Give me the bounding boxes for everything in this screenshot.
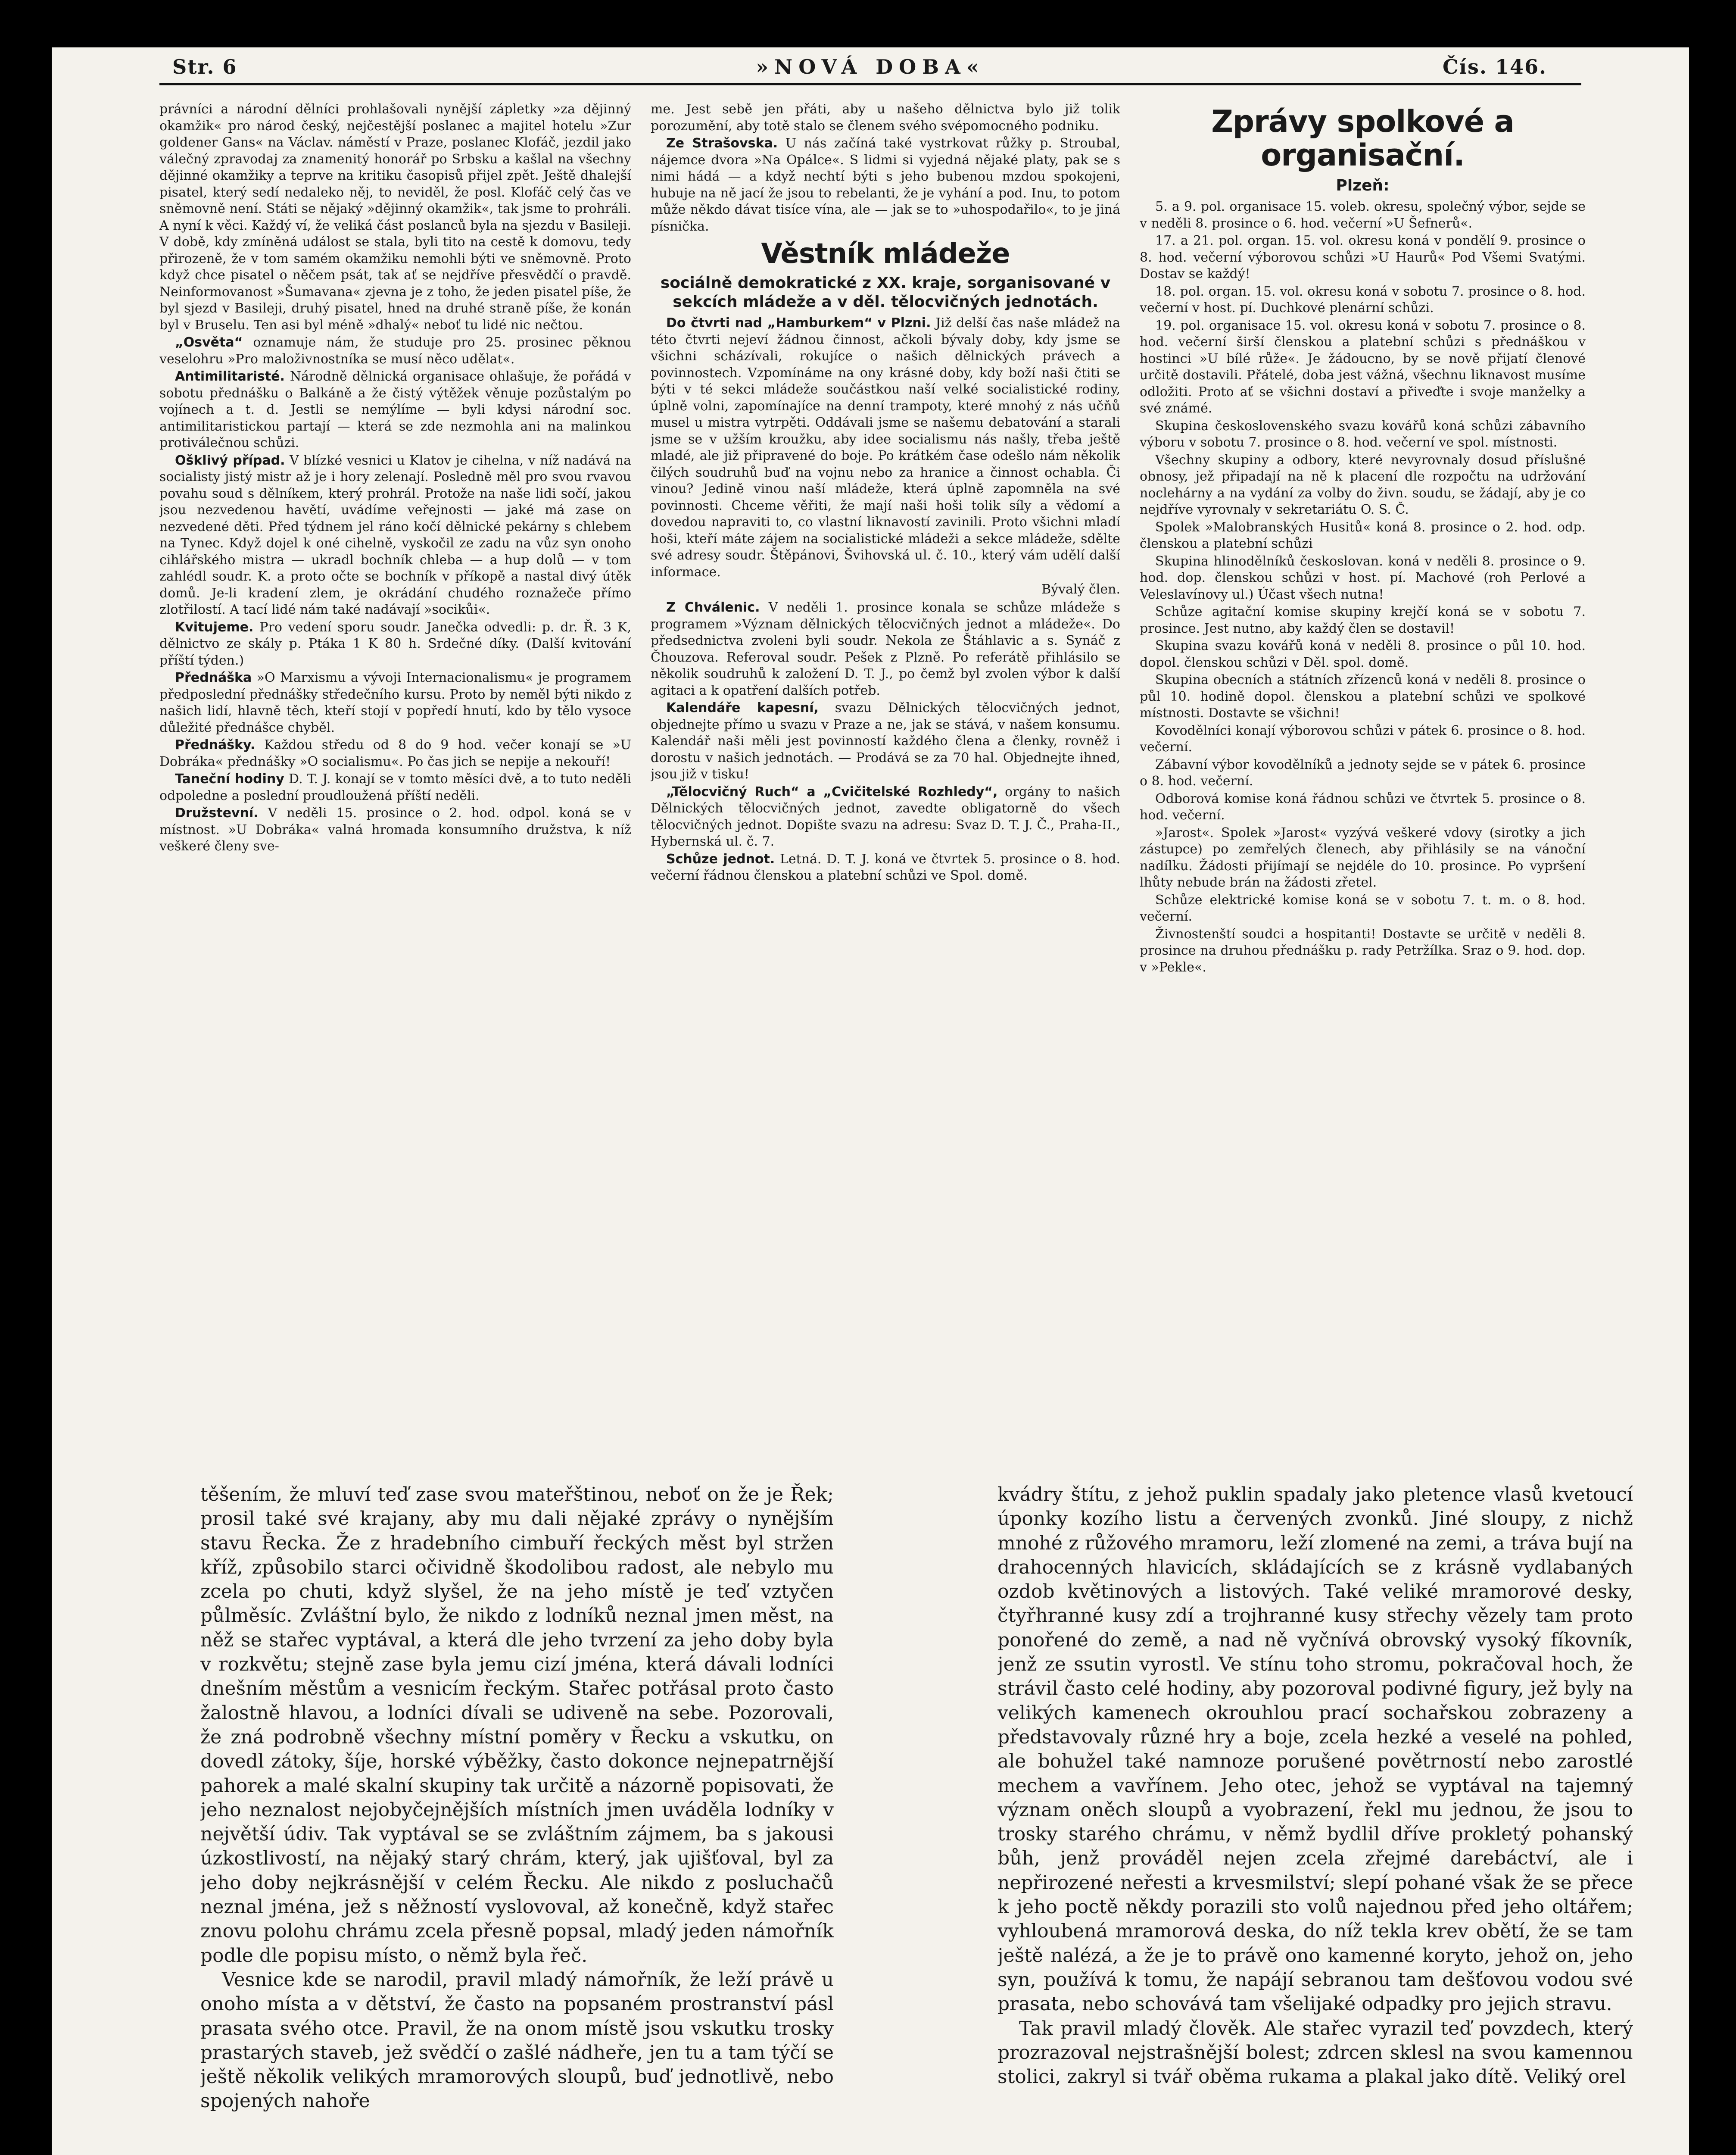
article-paragraph bbox=[159, 737, 631, 770]
article-paragraph: me. Jest sebě jen přáti, aby u našeho dělnictva bylo již tolik porozumění, aby totě stalo se členem svého svépomocného podniku. bbox=[651, 102, 1120, 134]
article-paragraph bbox=[651, 784, 1120, 850]
article-text: svazu Dělnických tělocvičných jednot, objednejte přímo u svazu v Praze a ne, jak se stává, v našem konsumu. Kalendář naši měli jest povinností každého člena a členky, rovněž i dorostu v našich jednotách. — Prodává se za 70 hal. Objednejte ihned, jsou již v tisku! bbox=[651, 700, 1120, 782]
notice-item: Skupina svazu kovářů koná v neděli 8. prosince o půl 10. hod. dopol. členskou schůzi v Děl. spol. domě. bbox=[1140, 638, 1586, 670]
article-text: »O Marxismu a vývoji Internacionalismu« je programem předposlední přednášky středečního kursu. Proto by neměl býti nikdo z našich lidí, hlavně těch, kteří stojí v popředí hnutí, kdo by tělo vysoce důležité přednášce chyběl. bbox=[159, 670, 631, 735]
article-paragraph bbox=[651, 600, 1120, 699]
article-keyword: Přednášky. bbox=[175, 737, 256, 753]
notice-item: Schůze elektrické komise koná se v sobotu 7. t. m. o 8. hod. večerní. bbox=[1140, 892, 1586, 924]
notice-item: 18. pol. organ. 15. vol. okresu koná v sobotu 7. prosince o 8. hod. večerní v host. pí. Duchkové plenární schůzi. bbox=[1140, 284, 1586, 315]
article-text: V blízké vesnici u Klatov je cihelna, v níž nadává na socialisty jistý mistr až je i hory zelenají. Posledně měl pro svou rvavou povahu soud s dělníkem, který prohrál. Protože na naše lidi sočí, jakou jsou nezvedenou havětí, uvádíme veřejnosti — jaké má zase on nezvedené děti. Před týdnem jel ráno kočí dělnické pekárny s chlebem na Tynec. Když dojel k oné cihelně, vyskočil ze zadu na vůz syn onoho cihlářského mistra — ukradl bochník chleba — a hup dolů — v tom zahlédl soudr. K. a proto očte se bochník v příkopě a nastal divý útěk domů. Je-li kradení zlem, je okrádání chudého roznažeče přímo zlotřilostí. A tací lidé nám také nadávají »socikůi«. bbox=[159, 453, 631, 617]
header-rule bbox=[159, 83, 1581, 85]
article-keyword: Ze Strašovska. bbox=[666, 136, 778, 151]
article-keyword: „Tělocvičný Ruch“ a „Cvičitelské Rozhledy“, bbox=[666, 784, 998, 800]
notice-item: »Jarost«. Spolek »Jarost« vyzývá veškeré vdovy (sirotky a jich zástupce) po zemřelých členech, aby přihlásily se na vánoční nadílku. Žádosti přijímají se nejdéle do 10. prosince. Po vypršení lhůty nebude brán na žádosti zřetel. bbox=[1140, 825, 1586, 890]
place-heading: Plzeň: bbox=[1336, 177, 1390, 194]
section-heading-clubs: Zprávy spolkové a organisační. bbox=[1211, 104, 1514, 173]
page-number: Str. 6 bbox=[172, 55, 237, 78]
article-paragraph bbox=[159, 771, 631, 804]
feuilleton-left-column bbox=[200, 1483, 834, 2155]
article-paragraph: právníci a národní dělníci prohlašovali nynější zápletky »za dějinný okamžik« pro národ český, nejčestější poslanec a majitel hotelu »Zur goldener Gans« na Václav. náměstí v Praze, poslanec Klofáč, jezdil jako válečný zpravodaj za znamenitý honorář po Srbsku a kašlal na všechny dějinné okamžiky a teprve na kritiku časopisů přijel zpět. Ještě dhalejší pisatel, který sedí nedaleko něj, to neviděl, že posl. Klofáč celý čas ve sněmovně není. Státi se nějaký »dějinný okamžik«, tak jsme to prohráli. A nyní k věci. Každý ví, že veliká část poslanců byla na sjezdu v Basileji. V době, kdy zmíněná událost se stala, byli tito na cestě k domovu, tedy přirozeně, že v tom samém okamžiku nemohli býti ve sněmovně. Proto když chce pisatel o něčem psát, tak ať se nejdříve přesvědčí o pravdě. Neinformovanost »Šumavana« zjevna je z toho, že jeden pisatel píše, že byl sjezd v Basileji, druhý pisatel, hned na druhé straně píše, že konán byl v Bruselu. Ten asi byl méně »dhalý« neboť tu lidé nic nečtou. bbox=[159, 102, 631, 333]
article-keyword: Přednáška bbox=[175, 670, 252, 685]
article-keyword: Družstevní. bbox=[175, 806, 259, 821]
article-keyword: „Osvěta“ bbox=[175, 335, 243, 350]
article-text: V neděli 1. prosince konala se schůze mládeže s programem »Význam dělnických tělocvičných jednot a mládeže«. Do předsednictva zvoleni byli soudr. Nekola ze Štáhlavic a s. Synáč z Čhouzova. Referoval soudr. Pešek z Plzně. Po referátě přihlásilo se několik soudruhů k založení D. T. J., po čemž byl zvolen výbor k další agitaci a k opatření dalších potřeb. bbox=[651, 600, 1120, 698]
article-text: Národně dělnická organisace ohlašuje, že pořádá v sobotu přednášku o Balkáně a že čistý výtěžek věnuje pozůstalým po vojínech a t. d. Jestli se nemýlíme — byli kdysi národní soc. antimilitaristickou partají — která se zde nezmohla ani na malinkou protiválečnou schůzi. bbox=[159, 369, 631, 450]
notice-item: Odborová komise koná řádnou schůzi ve čtvrtek 5. prosince o 8. hod. večerní. bbox=[1140, 791, 1586, 823]
feuilleton-right-column bbox=[997, 1483, 1633, 2155]
article-keyword: Kvitujeme. bbox=[175, 619, 254, 635]
section-subheading: sociálně demokratické z XX. kraje, sorganisované v sekcích mládeže a v děl. tělocvičných jednotách. bbox=[660, 274, 1111, 311]
article-keyword: Do čtvrti nad „Hamburkem“ v Plzni. bbox=[666, 315, 931, 331]
article-paragraph bbox=[651, 700, 1120, 783]
article-text: D. T. J. konají se v tomto měsíci dvě, a to tuto neděli odpoledne a poslední proudloužená příští neděli. bbox=[159, 771, 631, 803]
notice-item: Skupina hlinodělníků českoslovan. koná v neděli 8. prosince o 9. hod. dop. členskou schůzi v host. pí. Machové (roh Perlové a Veleslavínovy ul.) Účast všech nutna! bbox=[1140, 553, 1586, 602]
feuilleton-paragraph: Tak pravil mladý člověk. Ale stařec vyrazil teď povzdech, který prozrazoval nejstrašnější bolest; zdrcen sklesl na svou kamennou stolici, zakryl si tvář oběma rukama a plakal jako dítě. Veliký orel bbox=[997, 2017, 1633, 2088]
article-paragraph bbox=[159, 369, 631, 452]
section-heading-youth: Věstník mládeže bbox=[761, 238, 1010, 270]
article-paragraph bbox=[159, 619, 631, 669]
notice-item: Spolek »Malobranských Husitů« koná 8. prosince o 2. hod. odp. členskou a platební schůzi bbox=[1140, 519, 1586, 551]
notice-item: 19. pol. organisace 15. vol. okresu koná v sobotu 7. prosince o 8. hod. večerní širší členskou a platební schůzi s přednáškou v hostinci »U bílé růže«. Je žádoucno, by se nově přijatí členové určitě dostavili. Přátelé, doba jest vážná, všechnu liknavost musíme odložiti. Proto ať se všichni dostaví a přiveďte i svoje manželky a své známé. bbox=[1140, 318, 1586, 416]
article-signature: Bývalý člen. bbox=[1041, 582, 1120, 597]
article-keyword: Taneční hodiny bbox=[175, 771, 284, 787]
article-text: Letná. D. T. J. koná ve čtvrtek 5. prosince o 8. hod. večerní řádnou členskou a platební schůzi ve Spol. domě. bbox=[651, 851, 1120, 883]
article-text: oznamuje nám, že studuje pro 25. prosinec pěknou veselohru »Pro maloživnostníka se musí něco udělat«. bbox=[159, 335, 631, 367]
article-keyword: Z Chválenic. bbox=[666, 600, 760, 615]
notice-item: Zábavní výbor kovodělníků a jednoty sejde se v pátek 6. prosince o 8. hod. večerní. bbox=[1140, 757, 1586, 789]
notice-item: 17. a 21. pol. organ. 15. vol. okresu koná v pondělí 9. prosince o 8. hod. večerní výborovou schůzi »U Haurů« Pod Všemi Svatými. Dostav se každý! bbox=[1140, 233, 1586, 281]
notice-item: Skupina obecních a státních zřízenců koná v neděli 8. prosince o půl 10. hodině dopol. členskou a platební schůzi ve spolkové místnosti. Dostavte se všichni! bbox=[1140, 672, 1586, 721]
notice-item: Živnostenští soudci a hospitanti! Dostavte se určitě v neděli 8. prosince na druhou přednášku p. rady Petržílka. Sraz o 9. hod. dop. v »Pekle«. bbox=[1140, 926, 1586, 975]
article-keyword: Ošklivý případ. bbox=[175, 453, 285, 468]
feuilleton-paragraph: Vesnice kde se narodil, pravil mladý námořník, že leží právě u onoho místa a v dětství, že často na popsaném prostranství pásl prasata svého otce. Pravil, že na onom místě jsou vskutku trosky prastarých staveb, jež svědčí o zašlé nádheře, jen tu a tam týčí se ještě několik velikých mramorových sloupů, buď jednotlivě, nebo spojených nahoře bbox=[200, 1968, 834, 2112]
article-paragraph bbox=[651, 315, 1120, 581]
page-header bbox=[52, 47, 1689, 99]
article-text: orgány to našich Dělnických tělocvičných jednot, zavedte obligatorně do všech tělocvičných jednot. Dopište svazu na adresu: Svaz D. T. J. Č., Praha-II., Hybernská ul. č. 7. bbox=[651, 784, 1120, 849]
notice-item: Kovodělníci konají výborovou schůzi v pátek 6. prosince o 8. hod. večerní. bbox=[1140, 723, 1586, 755]
issue-number: Čís. 146. bbox=[1442, 55, 1547, 78]
notice-item: 5. a 9. pol. organisace 15. voleb. okresu, společný výbor, sejde se v neděli 8. prosince o 6. hod. večerní »U Šefnerů«. bbox=[1140, 199, 1586, 231]
article-paragraph bbox=[159, 805, 631, 855]
column-2 bbox=[651, 101, 1120, 1360]
column-3 bbox=[1140, 101, 1586, 1360]
article-keyword: Kalendáře kapesní, bbox=[666, 700, 819, 715]
notice-item: Skupina československého svazu kovářů koná schůzi zábavního výboru v sobotu 7. prosince o 8. hod. večerní ve spol. místnosti. bbox=[1140, 418, 1586, 450]
feuilleton-paragraph: kvádry štítu, z jehož puklin spadaly jako pletence vlasů kvetoucí úponky kozího listu a červených zvonků. Jiné sloupy, z nichž mnohé z růžového mramoru, leží zlomené na zemi, a tráva bují na drahocenných hlavicích, skládajících se z krásně vydlabaných ozdob květinových a listových. Také veliké mramorové desky, čtyřhranné kusy zdí a trojhranné kusy střechy vězely tam proto ponořené do země, a nad ně vyčnívá obrovský vysoký fíkovník, jenž ze ssutin vyrostl. Ve stínu toho stromu, pokračoval hoch, že strávil často celé hodiny, aby pozoroval podivné figury, jež byly na velikých kamenech okrouhlou prací sochařskou zobrazeny a představovaly různé hry a boje, zcela hezké a veselé na pohled, ale bohužel také namnoze porušené povětrností nebo zarostlé mechem a vavřínem. Jeho otec, jehož se vyptával na tajemný význam oněch sloupů a vyobrazení, řekl mu jednou, že jsou to trosky starého chrámu, v němž bydlil dříve prokletý pohanský bůh, jenž prováděl nejen zcela zřejmé darebáctví, ale i nepřirozené neřesti a krvesmilství; slepí pohané však že se přece k jeho poctě někdy porazili sto volů najednou před jeho oltářem; vyhloubená mramorová deska, do níž tekla krev obětí, že se tam ještě nalézá, a že je to právě ono kamenné koryto, jehož on, jeho syn, používá k tomu, že napájí sebranou tam dešťovou vodou své prasata, nebo schovává tam všelijaké odpadky pro jejich stravu. bbox=[997, 1484, 1633, 2015]
article-text: V neděli 15. prosince o 2. hod. odpol. koná se v místnost. »U Dobráka« valná hromada konsumního družstva, k níž veškeré členy sve- bbox=[159, 806, 631, 854]
article-text: U nás začíná také vystrkovat růžky p. Stroubal, nájemce dvora »Na Opálce«. S lidmi si vyjedná nějaké platy, pak se s nimi hádá — a když nechtí býti s jeho bubenou mzdou spokojeni, hubuje na ně jací že jsou to rebelanti, že je vyhání a pod. Inu, to potom může někdo dávat tisíce vína, ale — jak se to »uhospodařilo«, to je jiná písnička. bbox=[651, 136, 1120, 234]
feuilleton-paragraph: těšením, že mluví teď zase svou mateřštinou, neboť on že je Řek; prosil také své krajany, aby mu dali nějaké zprávy o nynějším stavu Řecka. Že z hradebního cimbuří řeckých měst byl stržen kříž, způsobilo starci očividně škodolibou radost, ale nebylo mu zcela po chuti, když slyšel, že na jeho místě je teď vztyčen půlměsíc. Zvláštní bylo, že nikdo z lodníků neznal jmen měst, na něž se stařec vyptával, a která dle jeho tvrzení za jeho doby byla v rozkvětu; stejně zase byla jemu cizí jména, která dávali lodníci dnešním městům a vesnicím řeckým. Stařec potřásal proto často žalostně hlavou, a lodníci dívali se udiveně na sebe. Pozorovali, že zná podrobně všechny místní poměry v Řecku a vskutku, on dovedl zátoky, šíje, horské výběžky, často dokonce nejnepatrnější pahorek a malé skalní skupiny tak určitě a názorně popisovati, že jeho neznalost nejobyčejnějších místních jmen uváděla lodníky v největší údiv. Tak vyptával se se zvláštním zájmem, ba s jakousi úzkostlivostí, na nějaký starý chrám, který, jak ujišťoval, byl za jeho doby nejkrásnější v celém Řecku. Ale nikdo z posluchačů neznal jména, jež s něžností vyslovoval, až konečně, když stařec znovu polohu chrámu zcela přesně popsal, mladý jeden námořník podle dle popisu místo, o němž byla řeč. bbox=[200, 1484, 834, 1967]
article-text: Již delší čas naše mládež na této čtvrti nejeví žádnou činnost, ačkoli bývaly doby, kdy jsme se všichni scházívali, rokujíce o našich dělnických právech a povinnostech. Vzpomínáme na ony krásné doby, kdy boží naši čtiti se býti v té sekci mládeže součástkou naší velké socialistické rodiny, úplně volni, zapomínajíce na denní trampoty, které mnohý z nás učňů musel u mistra vytrpěti. Oddávali jsme se našemu debatování a starali jsme se v užším kroužku, aby idee socialismu nás našly, třeba ještě mladé, ale již připravené do boje. Po krátkém čase odešlo nám několik čilých soudruhů buď na vojnu nebo za hranice a činnost ochabla. Či vinou? Jedině vinou naší mládeže, která úplně zapomněla na své povinnosti. Chceme věřiti, že mají naši hoši tolik síly a vědomí a dovedou napraviti to, co vlastní liknavostí zavinili. Proto všichni mladí hoši, kteří máte zájem na socialistické mládeži a sekce mládeže, sdělte své adresy soudr. Štěpánovi, Švihovská ul. č. 10., který vám udělí další informace. bbox=[651, 315, 1120, 580]
article-text: Pro vedení sporu soudr. Janečka odvedli: p. dr. Ř. 3 K, dělnictvo ze skály p. Ptáka 1 K 80 h. Srdečné díky. (Další kvitování příští týden.) bbox=[159, 619, 631, 668]
article-keyword: Schůze jednot. bbox=[666, 851, 775, 867]
newspaper-title: »NOVÁ DOBA« bbox=[756, 55, 985, 78]
article-keyword: Antimilitaristé. bbox=[175, 369, 285, 384]
article-paragraph bbox=[651, 135, 1120, 235]
article-paragraph bbox=[159, 453, 631, 618]
notice-item: Všechny skupiny a odbory, které nevyrovnaly dosud příslušné obnosy, jež připadají na ně k placení dle rozpočtu na udržování noclehárny a na vydání za volby do živn. soudu, se žádají, aby je co nejdříve vyrovnaly v sekretariátu O. S. Č. bbox=[1140, 452, 1586, 517]
article-text: Každou středu od 8 do 9 hod. večer konají se »U Dobráka« přednášky »O socialismu«. Po čas jich se nepije a nekouří! bbox=[159, 737, 631, 769]
article-paragraph bbox=[651, 851, 1120, 884]
notice-item: Schůze agitační komise skupiny krejčí koná se v sobotu 7. prosince. Jest nutno, aby každý člen se dostavil! bbox=[1140, 604, 1586, 636]
column-1 bbox=[159, 101, 631, 1360]
article-paragraph bbox=[159, 670, 631, 736]
article-paragraph bbox=[159, 334, 631, 368]
newspaper-page bbox=[52, 47, 1689, 2155]
